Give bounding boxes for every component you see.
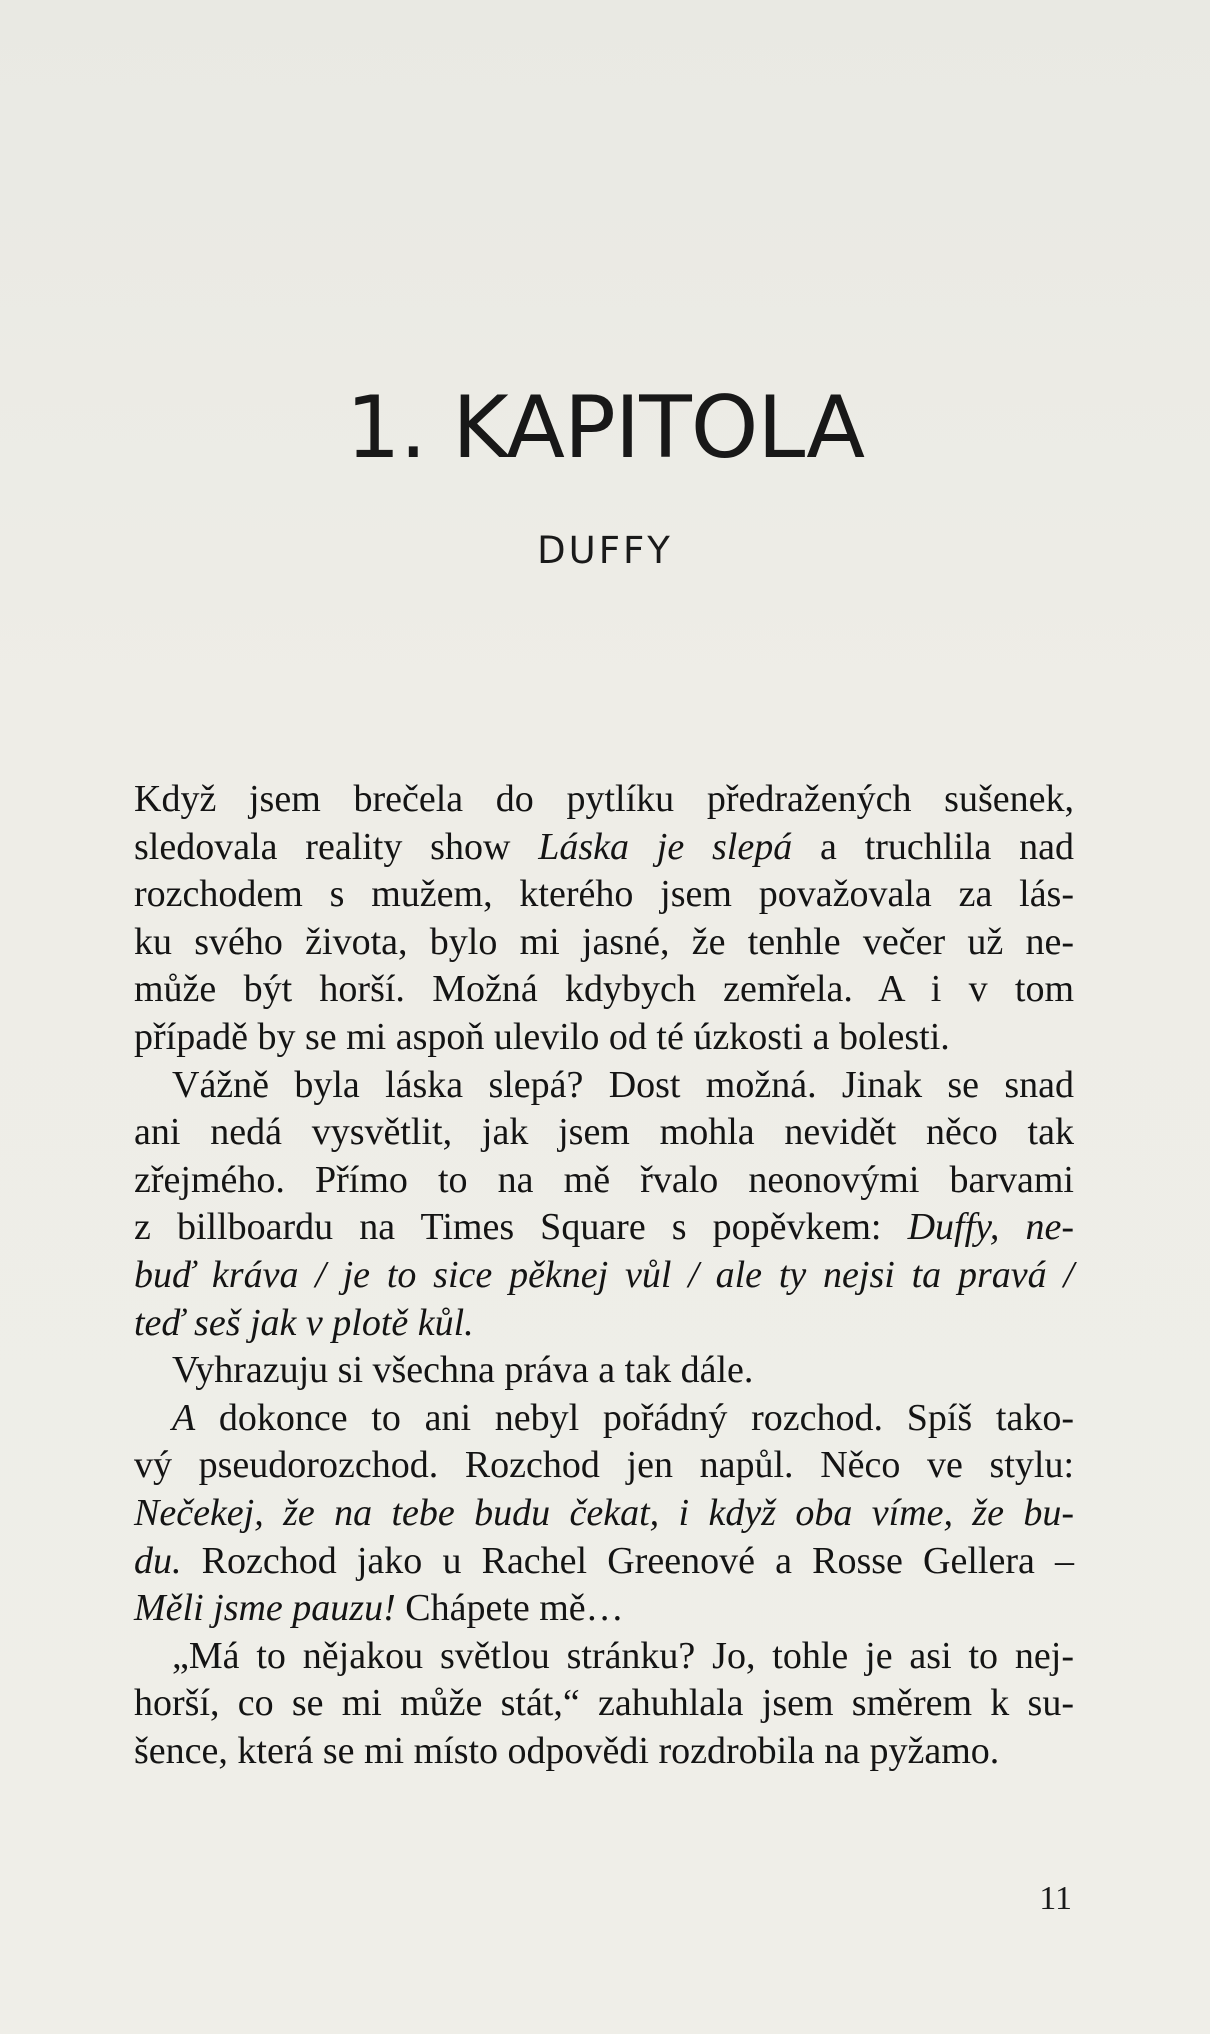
text-run: šence, která se mi místo odpovědi rozdrobila na pyžamo. — [134, 1729, 1000, 1772]
text-line — [134, 1204, 1074, 1252]
italic-text: du. — [134, 1539, 182, 1582]
text-line — [134, 919, 1074, 967]
text-run: Rozchod jako u Rachel Greenové a Rosse Gellera – — [181, 1539, 1074, 1582]
text-line — [134, 1157, 1074, 1205]
text-run: dokonce to ani nebyl pořádný rozchod. Spíš tako- — [195, 1396, 1074, 1439]
text-line — [134, 1300, 1074, 1348]
text-line — [134, 1442, 1074, 1490]
text-line — [134, 1347, 1074, 1395]
text-line — [134, 871, 1074, 919]
text-run: ani nedá vysvětlit, jak jsem mohla nevidět něco tak — [134, 1111, 1074, 1154]
text-line — [134, 1014, 1074, 1062]
text-run: může být horší. Možná kdybych zemřela. A i v tom — [134, 968, 1074, 1011]
text-run: vý pseudorozchod. Rozchod jen napůl. Něco ve stylu: — [134, 1444, 1074, 1487]
text-run: a truchlila nad — [792, 825, 1074, 868]
text-line — [134, 1490, 1074, 1538]
chapter-subtitle: DUFFY — [537, 529, 673, 572]
italic-text: Láska je slepá — [538, 825, 793, 868]
text-line — [134, 1395, 1074, 1443]
text-run: ku svého života, bylo mi jasné, že tenhle večer už ne- — [134, 920, 1074, 963]
text-run: horší, co se mi může stát,“ zahuhlala jsem směrem k su- — [134, 1682, 1074, 1725]
text-line — [134, 824, 1074, 872]
text-line — [134, 1109, 1074, 1157]
text-line — [134, 1252, 1074, 1300]
chapter-body — [134, 776, 1074, 1775]
text-line — [134, 1728, 1074, 1776]
italic-text: teď seš jak v plotě kůl. — [134, 1301, 474, 1344]
text-run: zřejmého. Přímo to na mě řvalo neonovými barvami — [134, 1158, 1074, 1201]
text-run: rozchodem s mužem, kterého jsem považovala za lás- — [134, 873, 1074, 916]
text-run: sledovala reality show — [134, 825, 539, 868]
chapter-title: 1. KAPITOLA — [345, 378, 865, 478]
text-line — [134, 1680, 1074, 1728]
text-run: z billboardu na Times Square s popěvkem: — [134, 1206, 908, 1249]
italic-text: Duffy, ne- — [907, 1206, 1074, 1249]
italic-text: A — [172, 1396, 196, 1439]
text-line — [134, 1585, 1074, 1633]
text-line — [134, 1062, 1074, 1110]
page-number: 11 — [1039, 1880, 1072, 1917]
text-line — [134, 1538, 1074, 1586]
text-line — [134, 966, 1074, 1014]
text-line — [134, 1633, 1074, 1681]
text-run: Chápete mě… — [395, 1587, 624, 1630]
italic-text: Měli jsme pauzu! — [134, 1587, 396, 1630]
text-run: Vážně byla láska slepá? Dost možná. Jinak se snad — [172, 1063, 1074, 1106]
text-run: „Má to nějakou světlou stránku? Jo, tohle je asi to nej- — [172, 1634, 1074, 1677]
italic-text: buď kráva / je to sice pěknej vůl / ale ty nejsi ta pravá / — [134, 1253, 1074, 1296]
text-run: Vyhrazuju si všechna práva a tak dále. — [172, 1349, 754, 1392]
italic-text: Nečekej, že na tebe budu čekat, i když oba víme, že bu- — [134, 1491, 1074, 1534]
text-line — [134, 776, 1074, 824]
text-run: případě by se mi aspoň ulevilo od té úzkosti a bolesti. — [134, 1015, 950, 1058]
text-run: Když jsem brečela do pytlíku předražených sušenek, — [134, 778, 1074, 820]
